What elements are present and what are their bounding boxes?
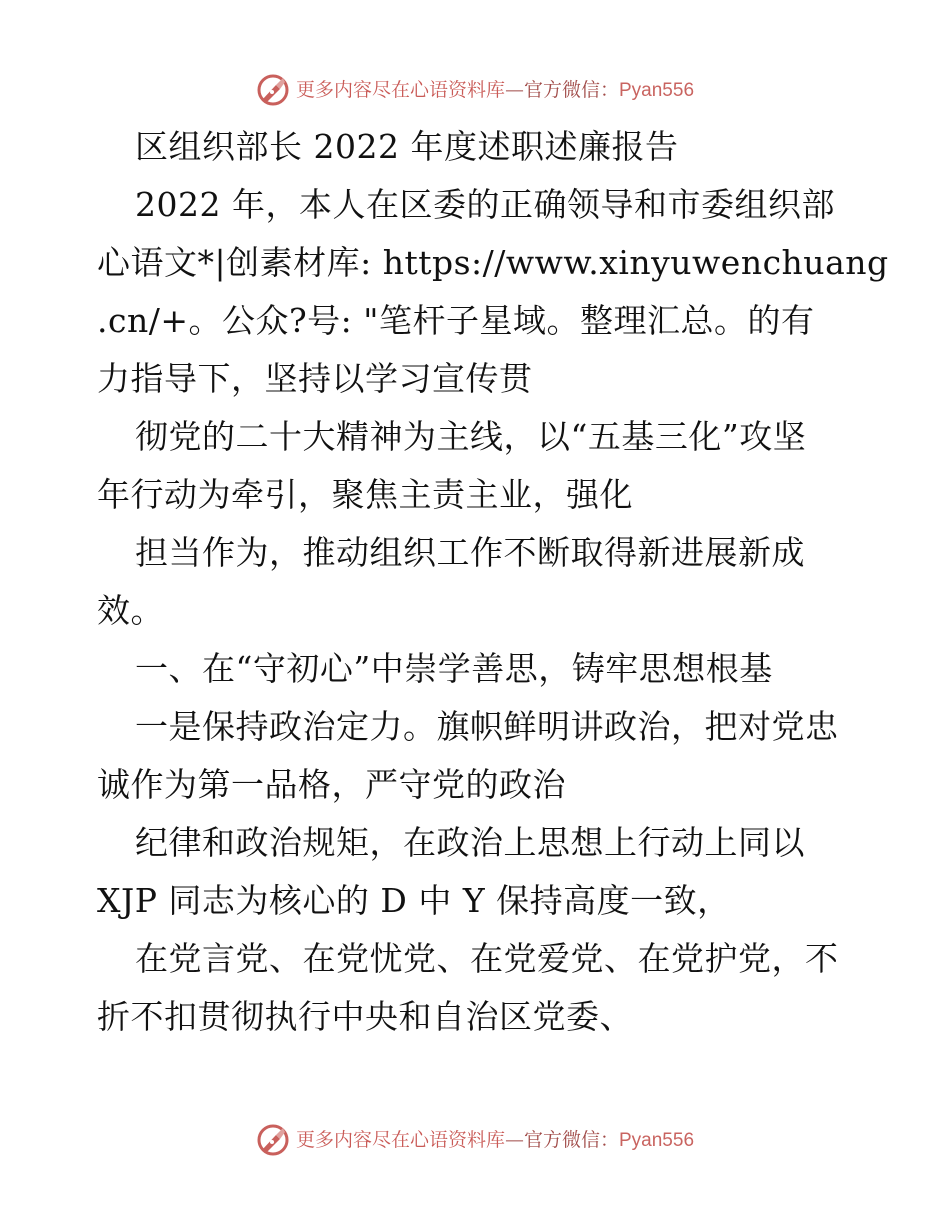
banner-wechat-id: Pyan556 (619, 1129, 695, 1151)
paragraph-line: 心语文*|创素材库: https://www.xinyuwenchuang (97, 243, 889, 282)
paragraph-line: 年行动为牵引，聚焦主责主业，强化 (97, 475, 633, 514)
banner-wechat-id: Pyan556 (619, 79, 695, 101)
banner-site: 更多内容尽在心语资料库 (295, 78, 505, 101)
paragraph-line: 力指导下，坚持以学习宣传贯 (97, 359, 533, 398)
banner-official-label: 官方微信： (523, 78, 619, 101)
paragraph-line: 担当作为，推动组织工作不断取得新进展新成 (135, 533, 805, 572)
paragraph-line: 2022 年，本人在区委的正确领导和市委组织部 (135, 185, 835, 224)
banner-dash: — (504, 78, 524, 101)
paragraph-line: .cn/+。公众?号: "笔杆子星域。整理汇总。的有 (97, 301, 815, 340)
paragraph-line: 彻党的二十大精神为主线，以“五基三化”攻坚 (135, 417, 807, 456)
header-watermark (0, 70, 950, 110)
paragraph-line: 一是保持政治定力。旗帜鲜明讲政治，把对党忠 (135, 707, 839, 746)
paragraph-line: XJP 同志为核心的 D 中 Y 保持高度一致， (97, 881, 731, 920)
banner-text (295, 78, 695, 101)
banner-site: 更多内容尽在心语资料库 (295, 1128, 505, 1151)
paragraph-line: 在党言党、在党忧党、在党爱党、在党护党，不 (135, 939, 839, 978)
section-heading: 一、在“守初心”中崇学善思，铸牢思想根基 (135, 649, 773, 688)
footer-watermark (0, 1120, 950, 1160)
paragraph-line: 纪律和政治规矩，在政治上思想上行动上同以 (135, 823, 805, 862)
paragraph-line: 效。 (97, 591, 164, 630)
document-body (97, 118, 889, 1046)
paragraph-line: 折不扣贯彻执行中央和自治区党委、 (97, 997, 633, 1036)
document-title: 区组织部长 2022 年度述职述廉报告 (135, 127, 679, 166)
banner-official-label: 官方微信： (523, 1128, 619, 1151)
pen-nib-logo-icon (256, 1123, 290, 1157)
paragraph-line: 诚作为第一品格，严守党的政治 (97, 765, 566, 804)
pen-nib-logo-icon (256, 73, 290, 107)
banner-dash: — (504, 1128, 524, 1151)
banner-text (295, 1128, 695, 1151)
